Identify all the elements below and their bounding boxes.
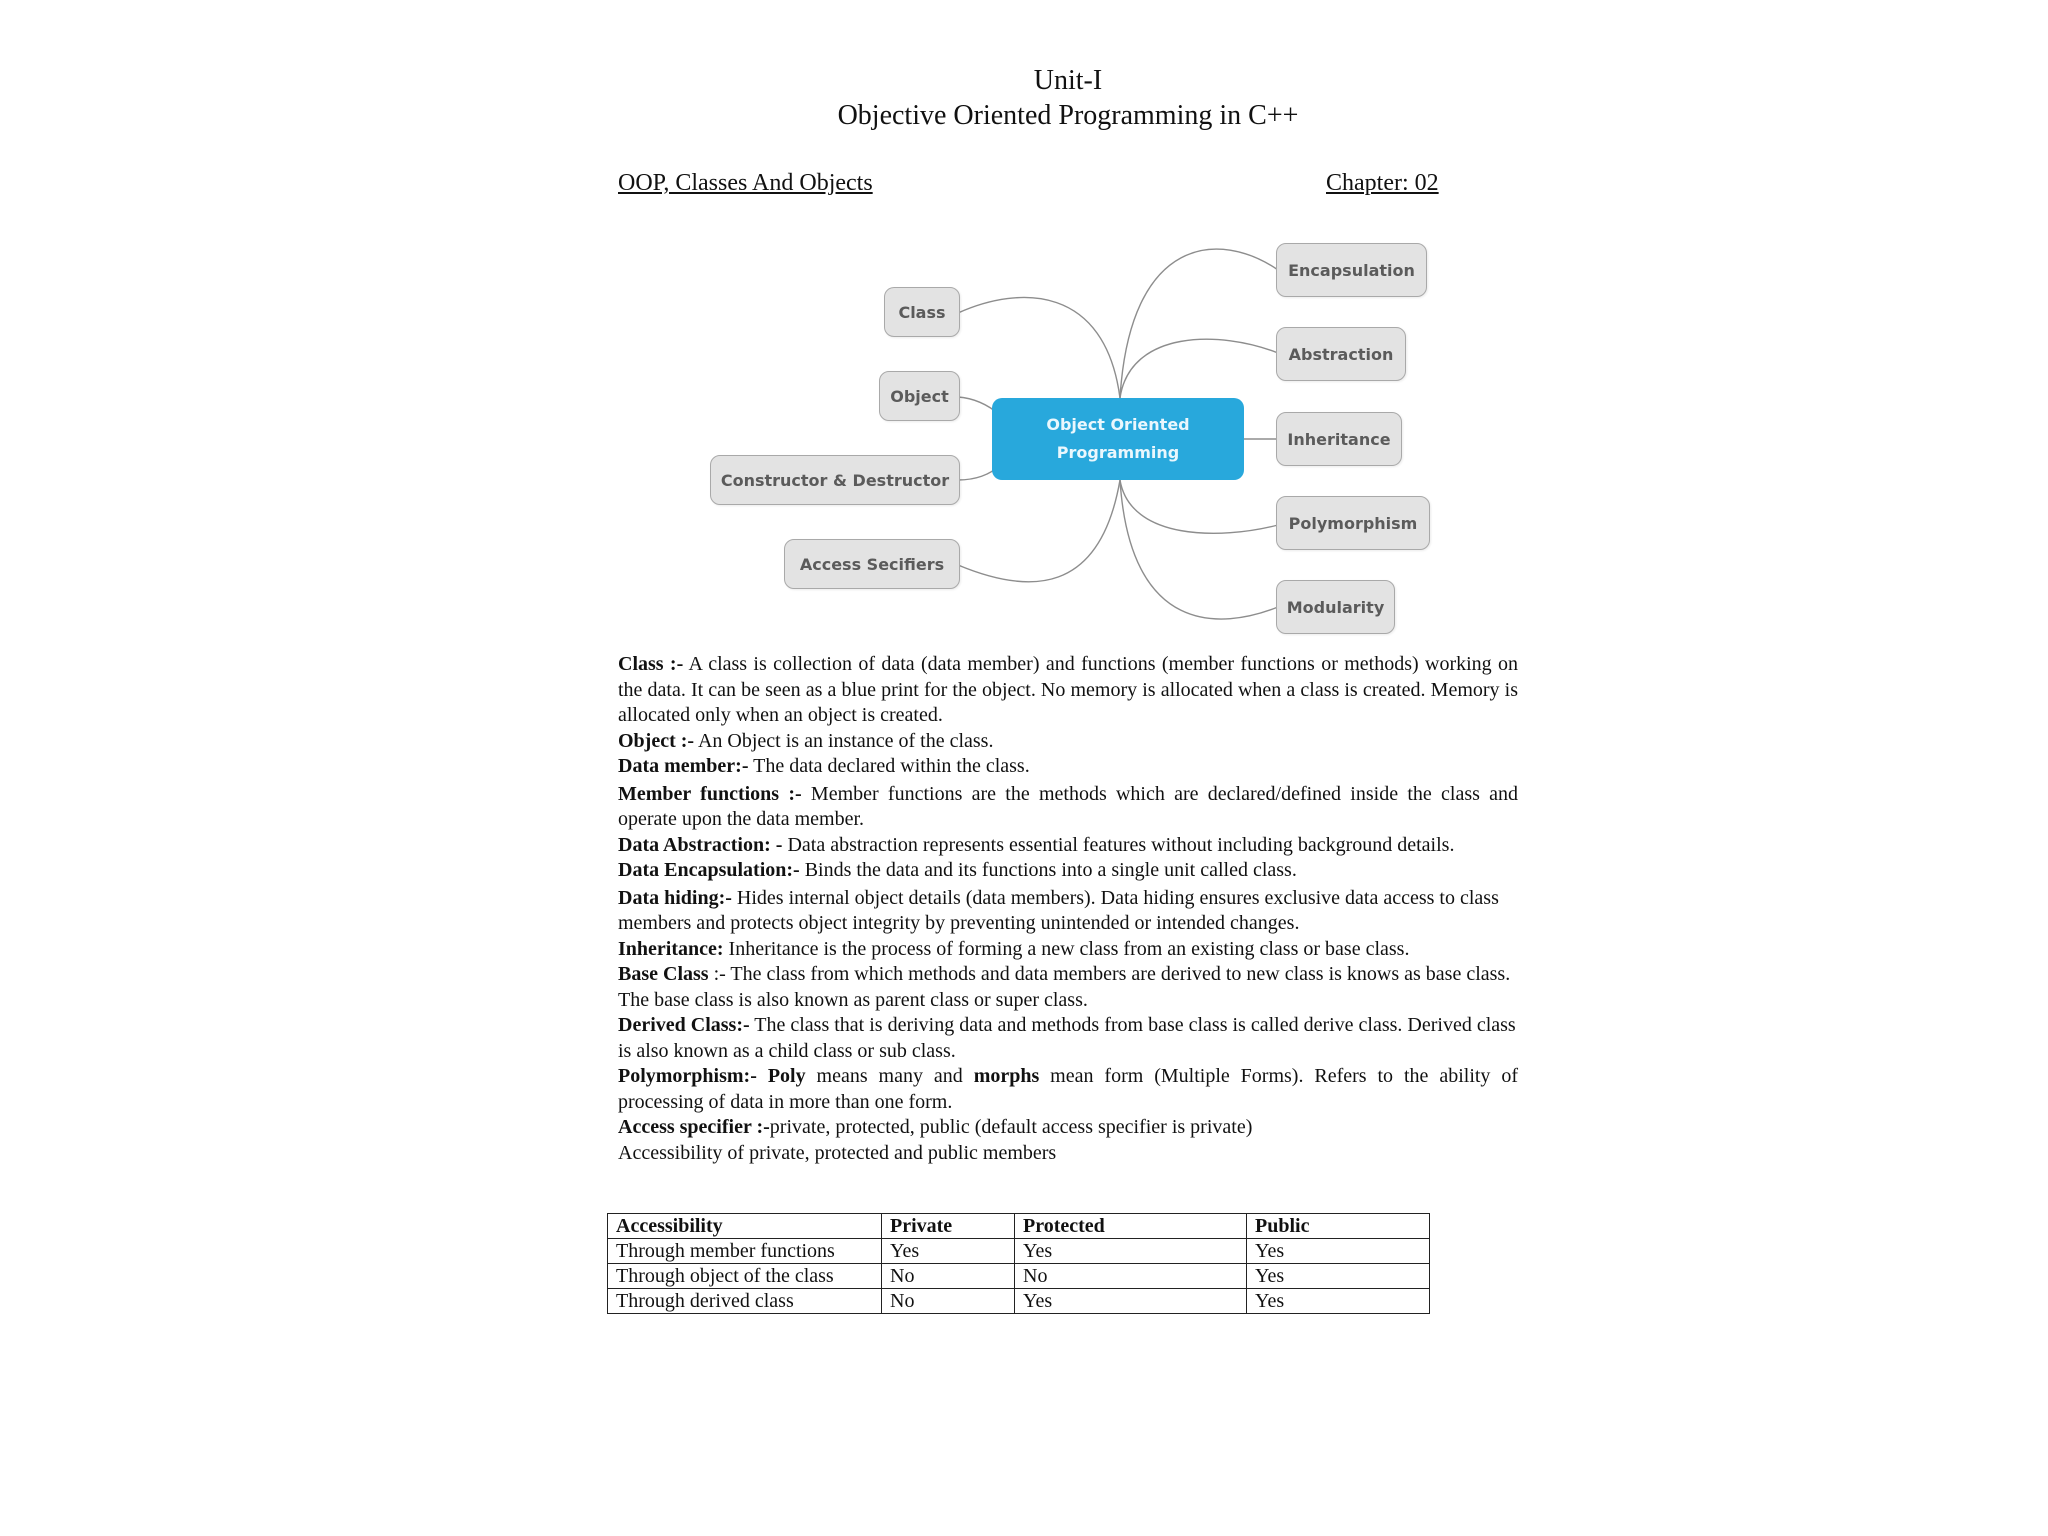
def-data-encapsulation xyxy=(618,858,1518,884)
table-row xyxy=(608,1289,1430,1314)
connector-class xyxy=(958,297,1120,398)
text-member-functions: Member functions are the methods which are declared/defined inside the class and operate upon the data member. xyxy=(618,782,1519,830)
unit-title: Unit-I xyxy=(1033,65,1103,96)
connector-modularity xyxy=(1120,480,1278,619)
text-poly-mid: means many and xyxy=(805,1065,974,1087)
term-access-specifier: Access specifier :- xyxy=(618,1116,770,1138)
text-polymorphism: mean form (Multiple Forms). Refers to the ability of processing of data in more than one form. xyxy=(618,1065,1519,1113)
def-data-member xyxy=(618,754,1518,780)
topic-heading: OOP, Classes And Objects xyxy=(618,170,873,196)
node-polymorphism: Polymorphism xyxy=(1276,496,1430,550)
def-object xyxy=(618,729,1518,755)
accessibility-table xyxy=(607,1213,1430,1314)
node-class: Class xyxy=(884,287,960,337)
center-node-line1: Object Oriented xyxy=(1046,415,1190,434)
table-cell: Yes xyxy=(1015,1289,1247,1314)
def-class xyxy=(618,652,1518,729)
text-object: An Object is an instance of the class. xyxy=(694,729,994,752)
accessibility-note: Accessibility of private, protected and public members xyxy=(618,1141,1057,1164)
term-polymorphism: Polymorphism:- xyxy=(618,1065,757,1087)
text-base-class: :- The class from which methods and data members are derived to new class is knows as base class. The base class is also known as parent class or super class. xyxy=(618,963,1511,1011)
node-encapsulation: Encapsulation xyxy=(1276,243,1427,297)
table-cell: Through member functions xyxy=(608,1239,882,1264)
table-cell: No xyxy=(1015,1264,1247,1289)
node-object: Object xyxy=(879,371,960,421)
def-derived-class xyxy=(618,1013,1518,1064)
connector-encapsulation xyxy=(1120,249,1278,398)
page-title: Objective Oriented Programming in C++ xyxy=(837,100,1299,131)
text-class: A class is collection of data (data member) and functions (member functions or methods) working on the data. It can be seen as a blue print for the object. No memory is allocated when a class is created. Memory is allocated only when an object is created. xyxy=(618,653,1519,726)
term-morphs: morphs xyxy=(973,1065,1040,1087)
term-member-functions: Member functions :- xyxy=(618,782,802,805)
table-cell: No xyxy=(882,1289,1015,1314)
term-base-class: Base Class xyxy=(618,963,709,985)
chapter-heading: Chapter: 02 xyxy=(1326,170,1439,196)
text-access-specifier: private, protected, public (default access specifier is private) xyxy=(769,1116,1253,1138)
table-row xyxy=(608,1264,1430,1289)
term-data-abstraction: Data Abstraction: - xyxy=(618,833,783,856)
text-data-encapsulation: Binds the data and its functions into a single unit called class. xyxy=(799,859,1297,881)
table-cell: Through derived class xyxy=(608,1289,882,1314)
term-class: Class :- xyxy=(618,653,684,675)
term-data-encapsulation: Data Encapsulation:- xyxy=(618,859,800,881)
def-access-specifier xyxy=(618,1115,1518,1141)
table-header: Protected xyxy=(1015,1214,1247,1239)
table-header: Accessibility xyxy=(608,1214,882,1239)
def-inheritance xyxy=(618,937,1518,963)
table-cell: Yes xyxy=(1247,1289,1430,1314)
connector-access xyxy=(958,480,1120,582)
def-polymorphism xyxy=(618,1064,1518,1115)
node-modularity: Modularity xyxy=(1276,580,1395,634)
table-cell: Yes xyxy=(882,1239,1015,1264)
text-inheritance: Inheritance is the process of forming a new class from an existing class or base class. xyxy=(723,937,1410,960)
table-header: Private xyxy=(882,1214,1015,1239)
table-cell: No xyxy=(882,1264,1015,1289)
term-poly: Poly xyxy=(767,1065,806,1087)
def-data-hiding xyxy=(618,886,1518,937)
term-derived-class: Derived Class:- xyxy=(618,1014,750,1036)
text-data-member: The data declared within the class. xyxy=(748,755,1030,777)
center-node-line2: Programming xyxy=(1056,443,1180,462)
text-derived-class: The class that is deriving data and methods from base class is called derive class. Derived class is also known as a child class or sub class. xyxy=(618,1014,1516,1062)
connector-abstraction xyxy=(1120,339,1278,398)
table-cell: Yes xyxy=(1247,1264,1430,1289)
definitions-section xyxy=(618,652,1518,1166)
table-header: Public xyxy=(1247,1214,1430,1239)
table-cell: Yes xyxy=(1247,1239,1430,1264)
term-data-hiding: Data hiding:- xyxy=(618,886,732,909)
def-member-functions xyxy=(618,782,1518,833)
connector-polymorphism xyxy=(1120,480,1278,533)
center-node-oop xyxy=(992,398,1244,480)
term-data-member: Data member:- xyxy=(618,755,749,777)
table-cell: Yes xyxy=(1015,1239,1247,1264)
node-inheritance: Inheritance xyxy=(1276,412,1402,466)
table-header-row xyxy=(608,1214,1430,1239)
node-abstraction: Abstraction xyxy=(1276,327,1406,381)
term-inheritance: Inheritance: xyxy=(618,937,724,960)
table-cell: Through object of the class xyxy=(608,1264,882,1289)
text-data-abstraction: Data abstraction represents essential features without including background details. xyxy=(782,833,1455,856)
term-object: Object :- xyxy=(618,729,695,752)
node-constructor-destructor: Constructor & Destructor xyxy=(710,455,960,505)
def-data-abstraction xyxy=(618,833,1518,859)
node-access-specifiers: Access Secifiers xyxy=(784,539,960,589)
table-row xyxy=(608,1239,1430,1264)
oop-mindmap xyxy=(700,235,1440,645)
def-base-class xyxy=(618,962,1518,1013)
text-data-hiding: Hides internal object details (data members). Data hiding ensures exclusive data access to class members and protects object integrity by preventing unintended or intended changes. xyxy=(618,886,1499,934)
